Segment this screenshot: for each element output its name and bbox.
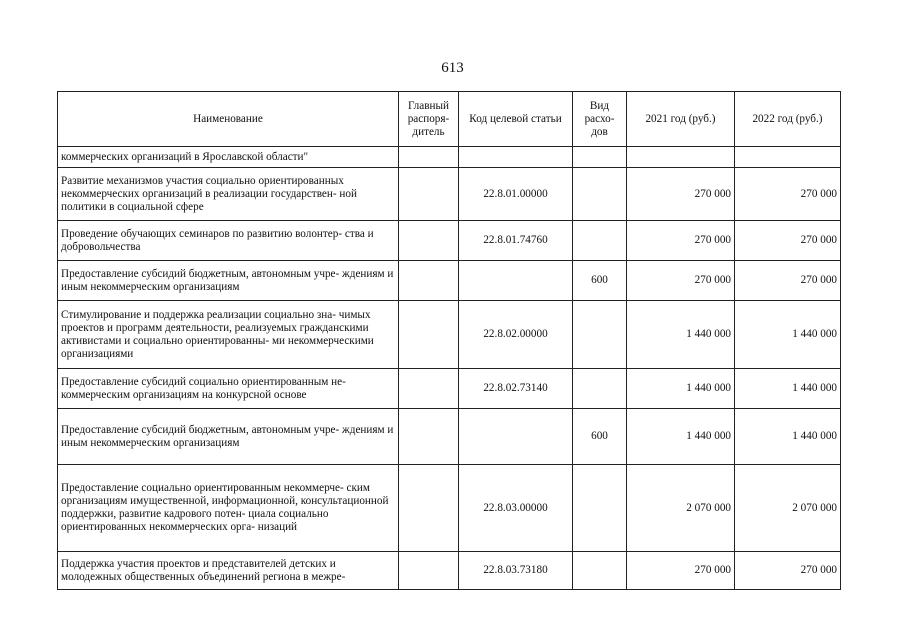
row-grbs	[399, 369, 459, 409]
row-vid	[573, 552, 627, 590]
table-row	[58, 261, 841, 301]
header-2022: 2022 год (руб.)	[735, 92, 841, 147]
table-row	[58, 221, 841, 261]
row-code: 22.8.03.00000	[459, 465, 573, 552]
row-name: Стимулирование и поддержка реализации социально зна- чимых проектов и программ деятельности, реализуемых гражданскими активистами и социально ориентированны- ми некоммерческими организациями	[58, 301, 399, 369]
row-grbs	[399, 552, 459, 590]
row-2022: 270 000	[735, 168, 841, 221]
row-2022: 270 000	[735, 261, 841, 301]
row-name: Предоставление субсидий бюджетным, автономным учре- ждениям и иным некоммерческим организациям	[58, 261, 399, 301]
table-row	[58, 147, 841, 168]
row-2022: 1 440 000	[735, 301, 841, 369]
table-row	[58, 409, 841, 465]
row-name: Развитие механизмов участия социально ориентированных некоммерческих организаций в реализации государствен- ной политики в социальной сфере	[58, 168, 399, 221]
row-vid	[573, 147, 627, 168]
header-name: Наименование	[58, 92, 399, 147]
row-2021: 1 440 000	[627, 369, 735, 409]
row-vid: 600	[573, 261, 627, 301]
row-code: 22.8.03.73180	[459, 552, 573, 590]
row-2021: 1 440 000	[627, 301, 735, 369]
row-vid	[573, 301, 627, 369]
row-code	[459, 261, 573, 301]
header-grbs: Главный распоря- дитель	[399, 92, 459, 147]
table-row	[58, 168, 841, 221]
row-code	[459, 147, 573, 168]
row-2022: 270 000	[735, 552, 841, 590]
row-name: Предоставление субсидий бюджетным, автономным учре- ждениям и иным некоммерческим организациям	[58, 409, 399, 465]
row-2021: 1 440 000	[627, 409, 735, 465]
page-number: 613	[441, 60, 464, 76]
row-vid	[573, 221, 627, 261]
row-name: Проведение обучающих семинаров по развитию волонтер- ства и добровольчества	[58, 221, 399, 261]
row-2021: 270 000	[627, 552, 735, 590]
table-header-row	[58, 92, 841, 147]
row-2021: 2 070 000	[627, 465, 735, 552]
table-row	[58, 465, 841, 552]
row-2021	[627, 147, 735, 168]
row-grbs	[399, 168, 459, 221]
row-grbs	[399, 465, 459, 552]
row-2021: 270 000	[627, 261, 735, 301]
row-grbs	[399, 221, 459, 261]
row-2021: 270 000	[627, 221, 735, 261]
row-vid	[573, 168, 627, 221]
budget-table	[57, 91, 841, 590]
row-code: 22.8.01.00000	[459, 168, 573, 221]
row-2022: 1 440 000	[735, 369, 841, 409]
row-name: Предоставление субсидий социально ориентированным не- коммерческим организациям на конкурсной основе	[58, 369, 399, 409]
table-row	[58, 301, 841, 369]
row-2022: 270 000	[735, 221, 841, 261]
row-vid	[573, 369, 627, 409]
header-2021: 2021 год (руб.)	[627, 92, 735, 147]
row-2022: 1 440 000	[735, 409, 841, 465]
row-2021: 270 000	[627, 168, 735, 221]
row-grbs	[399, 301, 459, 369]
row-grbs	[399, 409, 459, 465]
row-2022	[735, 147, 841, 168]
header-vid: Вид расхо- дов	[573, 92, 627, 147]
row-name: Поддержка участия проектов и представителей детских и молодежных общественных объединений региона в межре-	[58, 552, 399, 590]
row-name: Предоставление социально ориентированным некоммерче- ским организациям имущественной, информационной, консультационной поддержки, развитие кадрового потен- циала социально ориентированных некоммерческих орга- низаций	[58, 465, 399, 552]
row-grbs	[399, 147, 459, 168]
row-vid: 600	[573, 409, 627, 465]
row-code: 22.8.01.74760	[459, 221, 573, 261]
table-row	[58, 369, 841, 409]
table-row	[58, 552, 841, 590]
header-code: Код целевой статьи	[459, 92, 573, 147]
row-code: 22.8.02.73140	[459, 369, 573, 409]
row-2022: 2 070 000	[735, 465, 841, 552]
row-name: коммерческих организаций в Ярославской области"	[58, 147, 399, 168]
row-code: 22.8.02.00000	[459, 301, 573, 369]
row-code	[459, 409, 573, 465]
row-grbs	[399, 261, 459, 301]
row-vid	[573, 465, 627, 552]
